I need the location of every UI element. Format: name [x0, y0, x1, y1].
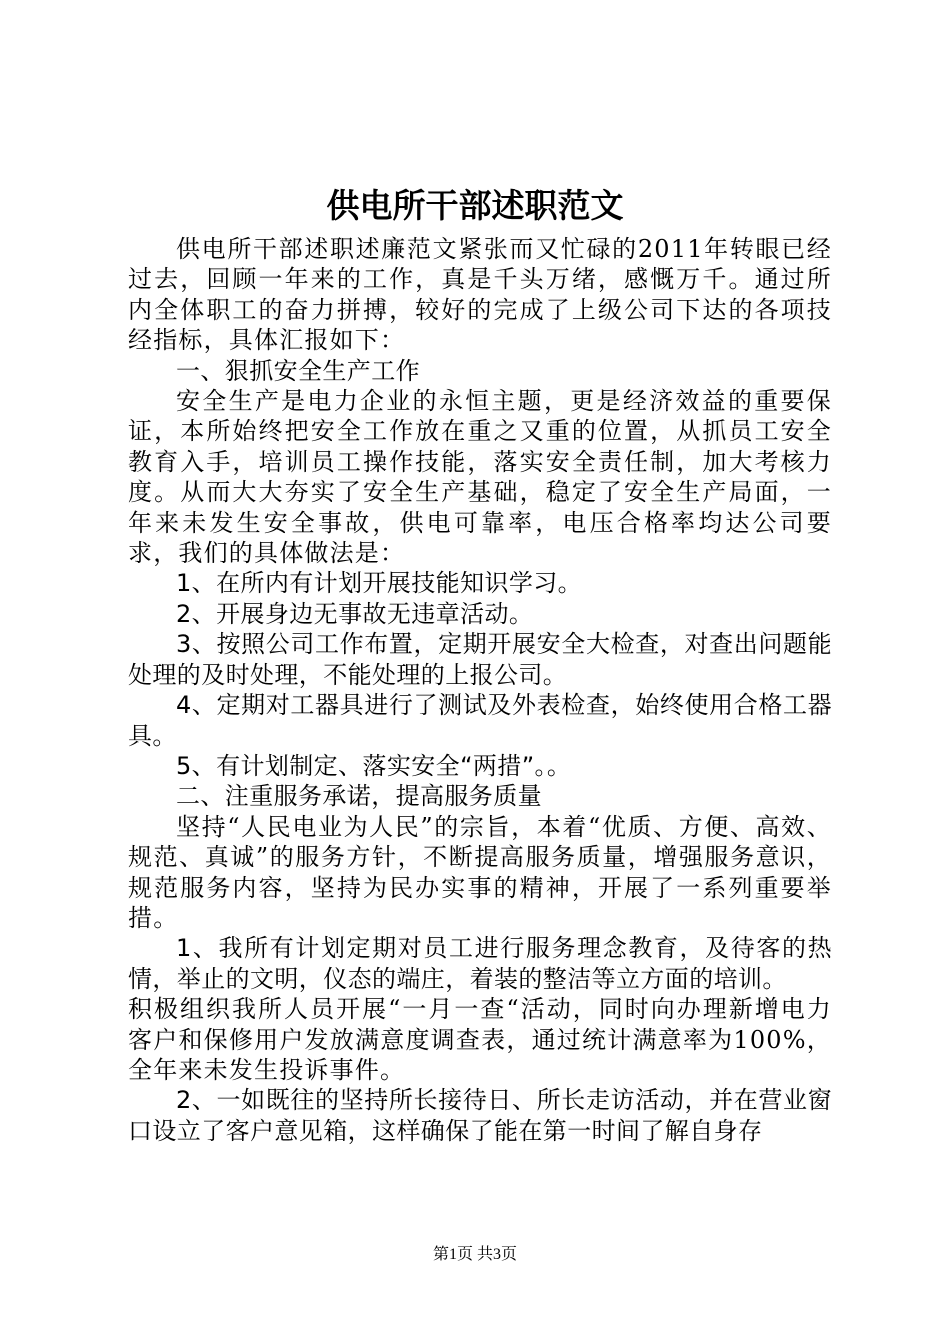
page-number-footer: 第1页 共3页 [432, 1246, 517, 1263]
paragraph-safety: 安全生产是电力企业的永恒主题，更是经济效益的重要保证，本所始终把安全工作放在重之又重的位置，从抓员工安全教育入手，培训员工操作技能，落实安全责任制，加大考核力度。从而大大夯实了安全生产基础，稳定了安全生产局面，一年来未发生安全事故，供电可靠率，电压合格率均达公司要求，我们的具体做法是： [128, 387, 832, 568]
section-heading-safety: 一、狠抓安全生产工作 [176, 356, 420, 385]
list-item-service-1: 1、我所有计划定期对员工进行服务理念教育，及待客的热情，举止的文明，仪态的端庄，着装的整洁等立方面的培训。 [128, 934, 832, 993]
document-title: 供电所干部述职范文 [326, 186, 624, 225]
paragraph-service: 坚持“人民电业为人民”的宗旨，本着“优质、方便、高效、规范、真诚”的服务方针，不断提高服务质量，增强服务意识，规范服务内容，坚持为民办实事的精神，开展了一系列重要举措。 [128, 812, 832, 932]
section-heading-service: 二、注重服务承诺，提高服务质量 [176, 782, 542, 811]
document-body [128, 234, 832, 1146]
paragraph-intro: 供电所干部述职述廉范文紧张而又忙碌的2011年转眼已经过去，回顾一年来的工作，真是千头万绪，感慨万千。通过所内全体职工的奋力拼搏，较好的完成了上级公司下达的各项技经指标，具体汇报如下： [128, 235, 832, 355]
list-item-safety-5: 5、有计划制定、落实安全“两措”。。 [176, 751, 572, 780]
list-item-service-2: 2、一如既往的坚持所长接待日、所长走访活动，并在营业窗口设立了客户意见箱，这样确保了能在第一时间了解自身存 [128, 1086, 832, 1145]
list-item-safety-3: 3、按照公司工作布置，定期开展安全大检查，对查出问题能处理的及时处理，不能处理的上报公司。 [128, 630, 832, 689]
list-item-safety-1: 1、在所内有计划开展技能知识学习。 [176, 569, 583, 598]
list-item-safety-2: 2、开展身边无事故无违章活动。 [176, 599, 534, 628]
list-item-safety-4: 4、定期对工器具进行了测试及外表检查，始终使用合格工器具。 [128, 691, 832, 750]
paragraph-service-survey: 积极组织我所人员开展“一月一查“活动，同时向办理新增电力客户和保修用户发放满意度调查表，通过统计满意率为100%，全年来未发生投诉事件。 [128, 995, 832, 1084]
